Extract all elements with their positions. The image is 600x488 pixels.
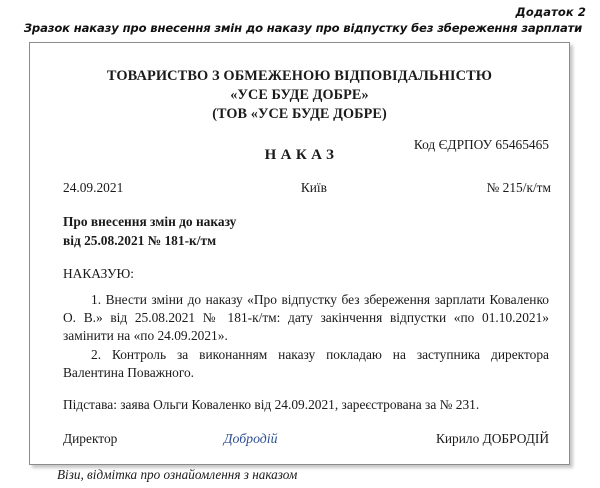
organization-legal-form: ТОВАРИСТВО З ОБМЕЖЕНОЮ ВІДПОВІДАЛЬНІСТЮ [106, 68, 493, 84]
order-date: 24.09.2021 [63, 180, 124, 196]
signature-row [48, 431, 551, 447]
signatory-name: Кирило ДОБРОДІЙ [435, 431, 549, 447]
order-basis: Підстава: заява Ольги Коваленко від 24.09.2021, зареєстрована за № 231. [63, 397, 480, 413]
order-subject-line-2: від 25.08.2021 № 181-к/тм [63, 232, 217, 248]
signatory-position: Директор [63, 431, 118, 447]
registry-code: Код ЄДРПОУ 65465465 [413, 137, 549, 153]
order-document-frame [29, 42, 570, 483]
appendix-label: Додаток 2 [515, 5, 586, 19]
visas-note: Візи, відмітка про ознайомлення з наказом [57, 467, 298, 483]
page-annotation-header [0, 0, 600, 35]
organization-name: «УСЕ БУДЕ ДОБРЕ» [230, 87, 369, 104]
handwritten-signature: Добродій [223, 431, 278, 447]
order-clause-2: 2. Контроль за виконанням наказу покладаю на заступника директора Валентина Поважного. [63, 347, 549, 381]
order-title: НАКАЗ [264, 147, 339, 164]
order-number: № 215/к/тм [486, 180, 551, 196]
order-verb: НАКАЗУЮ: [63, 265, 134, 281]
organization-short-name: (ТОВ «УСЕ БУДЕ ДОБРЕ) [212, 105, 387, 122]
order-subject [48, 213, 551, 249]
order-clause-1: 1. Внести зміни до наказу «Про відпустку без збереження зарплати Коваленко О. В.» від 25.08.2021 № 181-к/тм: дату закінчення відпустки «по 01.10.2021» замінити на «по 24.09.2021». [63, 291, 549, 343]
order-meta-row [48, 180, 551, 196]
order-city: Київ [300, 180, 327, 196]
order-subject-line-1: Про внесення змін до наказу [63, 214, 237, 230]
document-caption: Зразок наказу про внесення змін до наказу про відпустку без збереження зарплати [23, 21, 583, 35]
organization-heading [48, 67, 551, 123]
